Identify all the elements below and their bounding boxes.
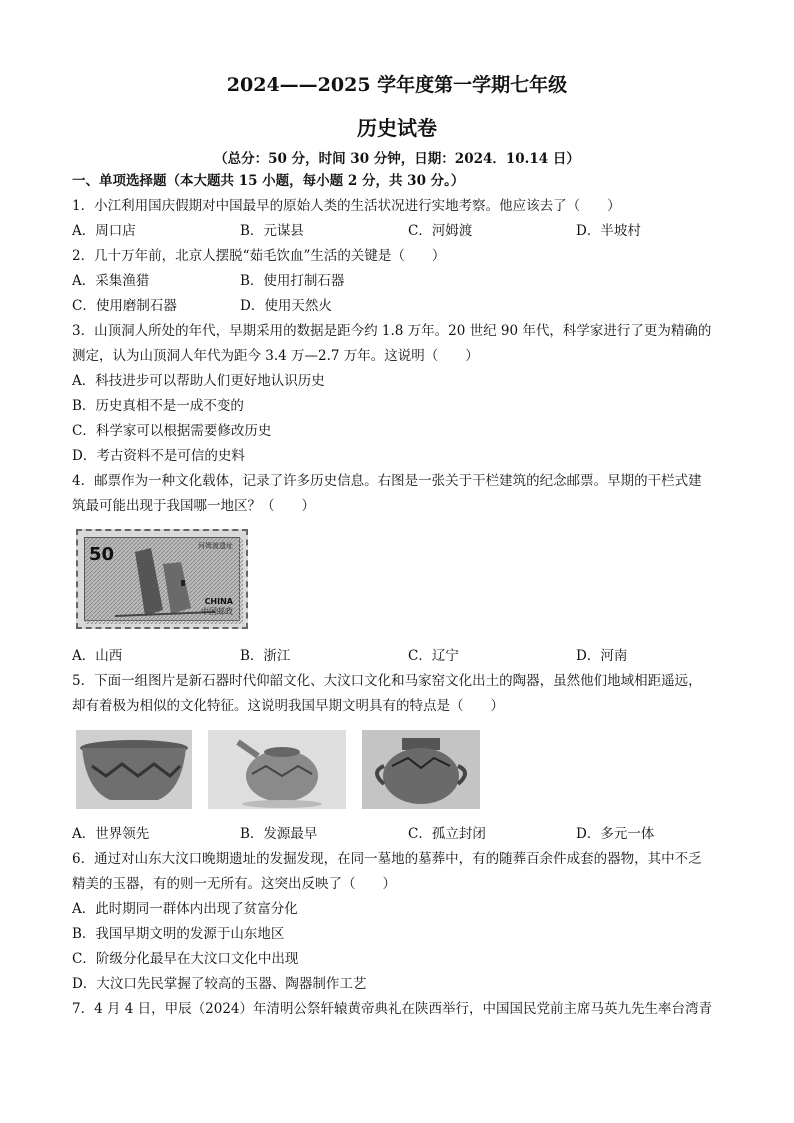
q3-option-a: A．科技进步可以帮助人们更好地认识历史 [72, 373, 325, 389]
stamp-post-name: 中国邮政 [201, 607, 233, 616]
q4-option-a: A．山西 [72, 648, 123, 664]
exam-info: （总分：50 分，时间 30 分钟，日期：2024．10.14 日） [214, 151, 580, 167]
question-2-text: 2．几十万年前，北京人摆脱“茹毛饮血”生活的关键是（ ） [72, 248, 446, 264]
stilt-house-stamp-image [76, 529, 248, 629]
question-4-text-line1: 4．邮票作为一种文化载体，记录了许多历史信息。右图是一张关于干栏建筑的纪念邮票。早期的干栏式建 [72, 473, 702, 489]
spouted-pot-illustration [208, 730, 346, 809]
stamp-caption: 河姆渡遗址 [198, 542, 233, 550]
q1-option-d: D．半坡村 [576, 223, 641, 239]
q2-option-d: D．使用天然火 [240, 298, 332, 314]
q1-option-c: C．河姆渡 [408, 223, 473, 239]
q2-option-c: C．使用磨制石器 [72, 298, 177, 314]
question-3-text-line2: 测定，认为山顶洞人年代为距今 3.4 万—2.7 万年。这说明（ ） [72, 348, 479, 364]
bowl-illustration [76, 730, 192, 809]
q5-option-c: C．孤立封闭 [408, 826, 486, 842]
q3-option-b: B．历史真相不是一成不变的 [72, 398, 244, 414]
question-1-text: 1．小江利用国庆假期对中国最早的原始人类的生活状况进行实地考察。他应该去了（ ） [72, 198, 621, 214]
q3-option-c: C．科学家可以根据需要修改历史 [72, 423, 272, 439]
q6-option-c: C．阶级分化最早在大汶口文化中出现 [72, 951, 299, 967]
q3-option-d: D．考古资料不是可信的史料 [72, 448, 245, 464]
q6-option-d: D．大汶口先民掌握了较高的玉器、陶器制作工艺 [72, 976, 367, 992]
question-6-text-line1: 6．通过对山东大汶口晚期遗址的发掘发现，在同一墓地的墓葬中，有的随葬百余件成套的器物，其中不乏 [72, 851, 702, 867]
section-heading: 一、单项选择题（本大题共 15 小题，每小题 2 分，共 30 分。） [72, 173, 465, 189]
q6-option-b: B．我国早期文明的发源于山东地区 [72, 926, 285, 942]
stamp-country: CHINA [204, 597, 233, 606]
question-3-text-line1: 3．山顶洞人所处的年代，早期采用的数据是距今约 1.8 万年。20 世纪 90 年代，科学家进行了更为精确的 [72, 323, 712, 339]
q4-option-d: D．河南 [576, 648, 628, 664]
yangshao-pottery-image [76, 730, 192, 809]
q4-option-b: B．浙江 [240, 648, 291, 664]
q1-option-b: B．元谋县 [240, 223, 304, 239]
stamp-picture-area [84, 537, 240, 621]
dawenkou-pottery-image [208, 730, 346, 809]
question-5-text-line1: 5．下面一组图片是新石器时代仰韶文化、大汶口文化和马家窑文化出土的陶器，虽然他们地域相距遥远， [72, 673, 702, 689]
q4-option-c: C．辽宁 [408, 648, 459, 664]
question-7-text-line1: 7．4 月 4 日，甲辰（2024）年清明公祭轩辕黄帝典礼在陕西举行，中国国民党前主席马英九先生率台湾青 [72, 1001, 712, 1017]
stamp-denomination: 50 [89, 544, 115, 565]
exam-title: 2024——2025 学年度第一学期七年级 [226, 74, 568, 96]
q5-option-d: D．多元一体 [576, 826, 655, 842]
majiayao-pottery-image [362, 730, 480, 809]
exam-subject: 历史试卷 [357, 116, 437, 140]
q5-option-a: A．世界领先 [72, 826, 150, 842]
q6-option-a: A．此时期同一群体内出现了贫富分化 [72, 901, 298, 917]
q2-option-a: A．采集渔猎 [72, 273, 150, 289]
q2-option-b: B．使用打制石器 [240, 273, 345, 289]
jar-illustration [362, 730, 480, 809]
question-5-text-line2: 却有着极为相似的文化特征。这说明我国早期文明具有的特点是（ ） [72, 698, 504, 714]
q5-option-b: B．发源最早 [240, 826, 318, 842]
question-4-text-line2: 筑最可能出现于我国哪一地区？（ ） [72, 498, 315, 514]
question-6-text-line2: 精美的玉器，有的则一无所有。这突出反映了（ ） [72, 876, 396, 892]
q1-option-a: A．周口店 [72, 223, 136, 239]
